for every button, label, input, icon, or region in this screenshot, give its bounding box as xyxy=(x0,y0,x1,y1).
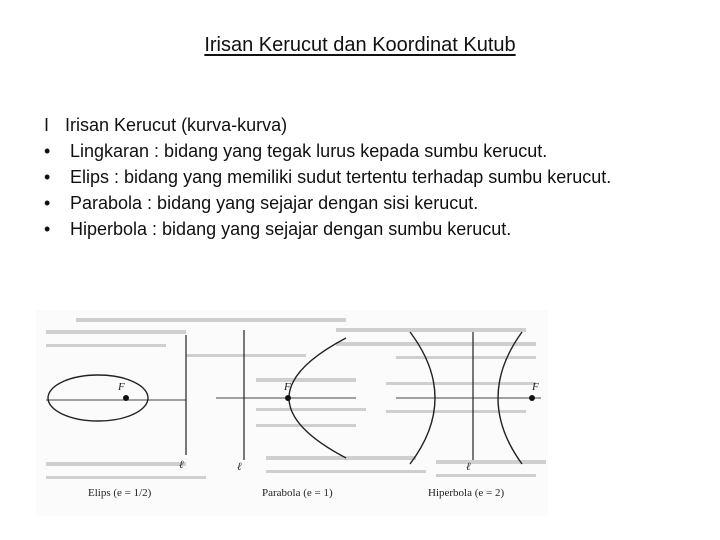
ellipse-focus-point xyxy=(123,395,129,401)
bullet-item-elips xyxy=(44,164,674,190)
bullet-item-parabola xyxy=(44,190,674,216)
ellipse-curve xyxy=(48,375,148,421)
hyperbola-focus-label: F xyxy=(532,381,539,393)
bullet-text: Lingkaran : bidang yang tegak lurus kepada sumbu kerucut. xyxy=(70,141,548,161)
bullet-marker: • xyxy=(44,167,51,187)
section-number: I xyxy=(44,115,50,135)
parabola-caption: Parabola (e = 1) xyxy=(262,487,333,499)
ellipse-directrix-label: ℓ xyxy=(179,459,184,471)
slide-title: Irisan Kerucut dan Koordinat Kutub xyxy=(204,34,516,56)
ellipse-caption: Elips (e = 1/2) xyxy=(88,487,152,499)
bullet-marker: • xyxy=(44,141,51,161)
bullet-marker: • xyxy=(44,193,51,213)
bullet-item-hiperbola xyxy=(44,216,674,242)
section-heading-text: Irisan Kerucut (kurva-kurva) xyxy=(65,115,288,135)
section-heading xyxy=(44,112,287,138)
hyperbola-focus-point xyxy=(529,395,535,401)
conic-figure-svg xyxy=(36,310,548,516)
bullet-text: Parabola : bidang yang sejajar dengan sisi kerucut. xyxy=(70,193,479,213)
hyperbola-directrix-label: ℓ xyxy=(466,461,471,473)
bullet-list xyxy=(44,138,674,242)
bullet-text: Elips : bidang yang memiliki sudut tertentu terhadap sumbu kerucut. xyxy=(70,167,612,187)
bullet-text: Hiperbola : bidang yang sejajar dengan sumbu kerucut. xyxy=(70,219,512,239)
parabola-focus-label: F xyxy=(284,381,291,393)
ellipse-panel xyxy=(46,335,186,499)
parabola-focus-point xyxy=(285,395,291,401)
parabola-directrix-label: ℓ xyxy=(237,461,242,473)
conic-sections-figure xyxy=(36,310,548,516)
ellipse-focus-label: F xyxy=(118,381,125,393)
bullet-marker: • xyxy=(44,219,51,239)
bullet-item-lingkaran xyxy=(44,138,674,164)
hyperbola-caption: Hiperbola (e = 2) xyxy=(428,487,505,499)
